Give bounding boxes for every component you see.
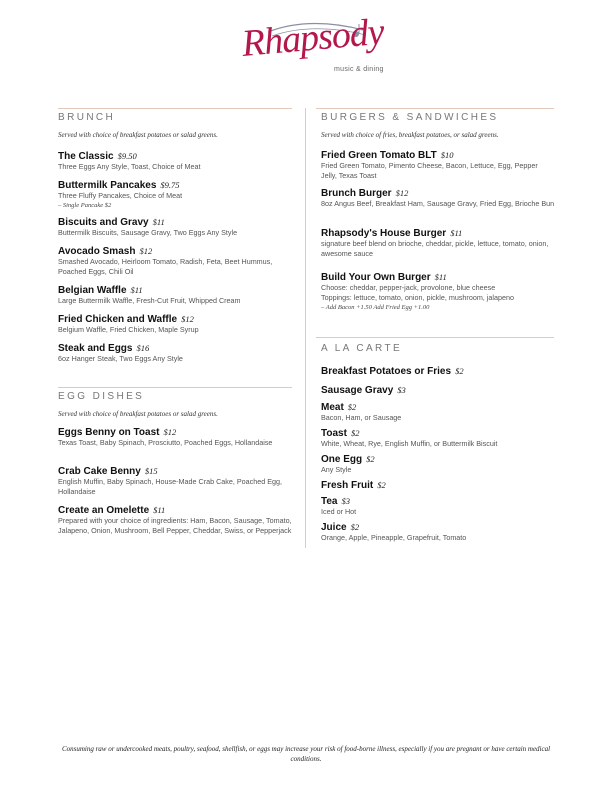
- item-price: $2: [377, 480, 386, 490]
- section-rule: [316, 337, 554, 338]
- item-description: Prepared with your choice of ingredients: Ham, Bacon, Sausage, Tomato, Jalapeno, Onion, Mushroom, Bell Pepper, Cheddar, Swiss, or Pepperjack: [58, 516, 292, 535]
- item-price: $11: [152, 217, 165, 227]
- item-name: Fresh Fruit: [321, 480, 374, 491]
- item-description: Smashed Avocado, Heirloom Tomato, Radish, Feta, Beet Hummus, Poached Eggs, Chili Oil: [58, 257, 273, 276]
- item-description: 6oz Hanger Steak, Two Eggs Any Style: [58, 354, 183, 363]
- item-name: Tea: [321, 496, 338, 507]
- item-price: $10: [440, 150, 454, 160]
- item-name: Buttermilk Pancakes: [58, 180, 157, 191]
- section-note: Served with choice of breakfast potatoes or salad greens.: [58, 131, 218, 139]
- item-description: Buttermilk Biscuits, Sausage Gravy, Two Eggs Any Style: [58, 228, 238, 237]
- item-name: Fried Green Tomato BLT: [321, 150, 437, 161]
- item-price: $9.75: [160, 180, 180, 190]
- item-description: Any Style: [321, 465, 352, 474]
- item-price: $12: [163, 427, 177, 437]
- item-price: $15: [144, 466, 158, 476]
- item-description: Choose: cheddar, pepper-jack, provolone, blue cheese: [321, 283, 496, 292]
- section-rule: [316, 108, 554, 109]
- menu-item: [58, 340, 292, 364]
- item-description: English Muffin, Baby Spinach, House-Made Crab Cake, Poached Egg, Hollandaise: [58, 477, 283, 496]
- item-price: $2: [347, 402, 357, 412]
- item-name: One Egg: [321, 454, 363, 465]
- item-price: $12: [395, 188, 409, 198]
- item-name: Create an Omelette: [58, 505, 150, 516]
- menu-item: [321, 399, 555, 423]
- brand-name: Rhapsody: [240, 10, 386, 65]
- item-note: – Single Pancake $2: [58, 202, 112, 209]
- brand-logo: [238, 10, 388, 80]
- menu-item: [58, 463, 292, 497]
- item-price: $3: [341, 496, 350, 506]
- item-price: $2: [455, 366, 464, 376]
- item-description: Three Eggs Any Style, Toast, Choice of Meat: [58, 162, 201, 171]
- menu-item: [58, 148, 292, 172]
- menu-item: [321, 185, 555, 209]
- item-name: Juice: [321, 522, 347, 533]
- item-price: $11: [130, 285, 143, 295]
- section-title: EGG DISHES: [58, 391, 145, 402]
- menu-item: [321, 363, 555, 376]
- item-description: Three Fluffy Pancakes, Choice of Meat: [58, 191, 183, 200]
- item-description: Large Buttermilk Waffle, Fresh-Cut Fruit, Whipped Cream: [58, 296, 241, 305]
- menu-item: [58, 311, 292, 335]
- item-price: $3: [397, 385, 406, 395]
- item-price: $11: [153, 505, 166, 515]
- menu-item: [58, 424, 292, 448]
- item-name: Meat: [321, 402, 344, 413]
- item-description: 8oz Angus Beef, Breakfast Ham, Sausage Gravy, Fried Egg, Brioche Bun: [321, 199, 555, 208]
- item-description: Belgium Waffle, Fried Chicken, Maple Syrup: [58, 325, 199, 334]
- item-name: Crab Cake Benny: [58, 466, 141, 477]
- item-price: $2: [350, 428, 360, 438]
- section-title: BURGERS & SANDWICHES: [321, 112, 499, 123]
- item-note: – Add Bacon +1.50 Add Fried Egg +1.00: [321, 304, 430, 311]
- item-description: Iced or Hot: [321, 507, 357, 516]
- menu-item: [321, 477, 555, 490]
- menu-item: [321, 382, 555, 395]
- item-description: Texas Toast, Baby Spinach, Prosciutto, Poached Eggs, Hollandaise: [58, 438, 273, 447]
- item-price: $2: [366, 454, 375, 464]
- item-name: Belgian Waffle: [58, 285, 127, 296]
- item-name: Eggs Benny on Toast: [58, 427, 160, 438]
- section-rule: [58, 108, 292, 109]
- item-name: Sausage Gravy: [321, 385, 394, 396]
- item-price: $12: [139, 246, 153, 256]
- item-name: The Classic: [58, 151, 114, 162]
- menu-item: [321, 147, 555, 181]
- item-name: Rhapsody's House Burger: [321, 228, 447, 239]
- menu-item: [58, 502, 292, 536]
- section-note: Served with choice of fries, breakfast potatoes, or salad greens.: [321, 131, 499, 139]
- item-name: Biscuits and Gravy: [58, 217, 149, 228]
- food-safety-disclaimer: Consuming raw or undercooked meats, poultry, seafood, shellfish, or eggs may increase your risk of food-borne illness, especially if you are pregnant or have certain medical conditions.: [61, 745, 551, 763]
- menu-item: [321, 493, 555, 517]
- section-title: BRUNCH: [58, 112, 116, 123]
- menu-item: [321, 519, 555, 543]
- menu-item: [58, 282, 292, 306]
- column-divider: [305, 108, 306, 548]
- item-name: Fried Chicken and Waffle: [58, 314, 178, 325]
- item-name: Toast: [321, 428, 347, 439]
- item-name: Avocado Smash: [58, 246, 136, 257]
- section-title: A LA CARTE: [321, 343, 403, 354]
- menu-item: [321, 451, 555, 475]
- menu-item: [58, 214, 292, 238]
- section-note: Served with choice of breakfast potatoes or salad greens.: [58, 410, 218, 418]
- item-description: White, Wheat, Rye, English Muffin, or Buttermilk Biscuit: [321, 439, 498, 448]
- menu-item: [321, 269, 555, 312]
- section-rule: [58, 387, 292, 388]
- item-description: Fried Green Tomato, Pimento Cheese, Bacon, Lettuce, Egg, Pepper Jelly, Texas Toast: [321, 161, 538, 180]
- item-description: Bacon, Ham, or Sausage: [321, 413, 402, 422]
- menu-item: [58, 177, 292, 210]
- item-name: Breakfast Potatoes or Fries: [321, 366, 452, 377]
- item-price: $12: [181, 314, 194, 324]
- item-description: Orange, Apple, Pineapple, Grapefruit, Tomato: [321, 533, 467, 542]
- item-price: $11: [434, 272, 447, 282]
- item-description: signature beef blend on brioche, cheddar, pickle, lettuce, tomato, onion, awesome sauce: [321, 239, 549, 258]
- brand-tagline: music & dining: [334, 66, 384, 73]
- item-price: $2: [350, 522, 360, 532]
- item-description-toppings: Toppings: lettuce, tomato, onion, pickle, mushroom, jalapeno: [321, 293, 514, 302]
- item-price: $9.50: [117, 151, 137, 161]
- item-price: $11: [450, 228, 463, 238]
- item-name: Steak and Eggs: [58, 343, 133, 354]
- item-price: $16: [136, 343, 150, 353]
- menu-item: [321, 225, 555, 259]
- item-name: Brunch Burger: [321, 188, 392, 199]
- item-name: Build Your Own Burger: [321, 272, 431, 283]
- menu-item: [58, 243, 292, 277]
- menu-item: [321, 425, 555, 449]
